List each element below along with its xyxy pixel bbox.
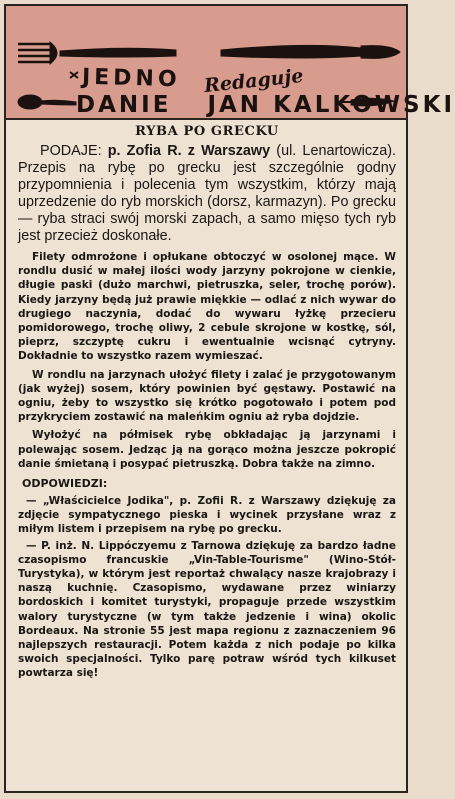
answers-heading: ODPOWIEDZI: [22, 477, 108, 491]
lead-author: p. Zofia R. z Warszawy [107, 143, 271, 159]
header-line-two [76, 92, 455, 118]
article-lead [18, 143, 396, 245]
lead-label: PODAJE: [40, 143, 102, 159]
recipe-paragraph: W rondlu na jarzynach ułożyć filety i zalać je przygotowanym (jak wyżej) sosem, który powinien być gęstawy. Postawić na ogniu, żeby to wszystko się krótko pogotowało i potem pod przykryciem zostawić na maleńkim ogniu aż ryba dojdzie. [18, 368, 396, 424]
fork-icon [18, 42, 176, 64]
header-word-danie: DANIE [76, 92, 172, 118]
recipe-steps [18, 250, 396, 471]
recipe-paragraph: Filety odmrożone i opłukane obtoczyć w osolonej mące. W rondlu dusić w małej ilości wody jarzyny pokrojone w cienkie, długie paski (dużo marchwi, pietruszka, seler, trochę porów). Kiedy jarzyny będą już prawie miękkie — odlać z nich wywar do drugiego naczynia, dodać do wywaru łyżkę przecieru pomidorowego, trochę oliwy, 2 cebule skrojone w kostkę, sól, pieprz, szczyptę cukru i ewentualnie wcisnąć cytryny. Dokładnie to wszystko razem wymieszać. [18, 251, 396, 363]
answer-item: — „Właścicielce Jodika", p. Zofii R. z Warszawy dziękuję za zdjęcie sympatycznego pieska i wycinek przysłane wraz z miłym listem i przepisem na rybę po grecku. [18, 495, 396, 536]
lead-text: (ul. Lenartowicza). Przepis na rybę po grecku jest szczególnie godny przypomnienia i polecenia tym wszystkim, którzy mają uprzedzenie do ryb morskich (dorsz, karmazyn). Po grecku — ryba straci swój morski zapach, a samo mięso tych ryb jest przecież doskonałe. [18, 143, 397, 244]
article-body [18, 124, 396, 683]
column-header [6, 6, 455, 120]
answers-list [18, 494, 396, 681]
header-word-jedno: JEDNO [81, 64, 181, 93]
knife-icon [221, 45, 400, 58]
star-mark [70, 72, 78, 78]
header-script-redaguje: Redaguje [203, 64, 305, 98]
header-author-name: JAN KALKOWSKI [207, 92, 455, 118]
answer-item: — P. inż. N. Lippóczyemu z Tarnowa dziękuję za bardzo ładne czasopismo francuskie „Vin-Table-Tourisme" (Wino-Stół-Turystyka), w którym jest reportaż chwalący nasze krajobrazy i naszą kuchnię. Czasopismo, wydawane przez winiarzy bordoskich i komitet turystyki, propaguje przede wszystkim walory turystyczne (w tym także jedzenie i wina) okolic Bordeaux. Na stronie 55 jest mapa regionu z zaznaczeniem 96 najlepszych restauracji. Potem każda z nich podaje po kilka swoich specjalności. Tylko parę potraw wśród tych kilkuset powtarza się! [18, 539, 396, 680]
recipe-paragraph: Wyłożyć na półmisek rybę obkładając ją jarzynami i polewając sosem. Jedząc ją na gorąco można jeszcze pokropić danie śmietaną i posypać pietruszką. Dobra także na zimno. [18, 429, 396, 470]
article-title: RYBA PO GRECKU [135, 124, 279, 139]
